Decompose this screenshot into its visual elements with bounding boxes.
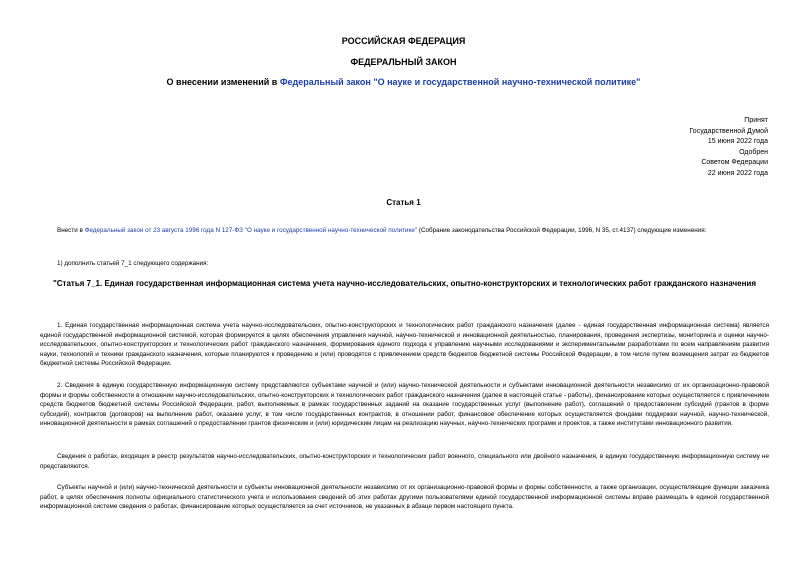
approved-date: 22 июня 2022 года [707, 169, 768, 177]
law-title-prefix: О внесении изменений в [166, 77, 280, 87]
adopted-label: Принят [744, 117, 768, 124]
intro-prefix: Внести в [57, 227, 85, 234]
law-title [0, 77, 807, 87]
intro-suffix: (Собрание законодательства Российской Федерации, 1996, N 35, ст.4137) следующие изменения: [417, 227, 707, 234]
adopted-date: 15 июня 2022 года [707, 138, 768, 146]
intro-law-link[interactable]: Федеральный закон от 23 августа 1996 года N 127-ФЗ "О науке и государственной научно-технической политике" [84, 227, 418, 234]
approved-label: Одобрен [739, 148, 768, 156]
federation-heading: РОССИЙСКАЯ ФЕДЕРАЦИЯ [341, 36, 466, 46]
law-type-heading: ФЕДЕРАЛЬНЫЙ ЗАКОН [350, 57, 457, 67]
adoption-block [689, 116, 768, 180]
paragraph-4: Субъекты научной и (или) научно-технической деятельности и субъекты инновационной деятельности независимо от их организационно-правовой формы и формы собственности, а также организации, осуществляющие функции заказчика работ, в целях обеспечения полноты официального статистического учета и использования сведений об этих работах другими пользователями единой государственной информационной системы вправе размещать в единой государственной информационной системе сведения о работах, финансирование которых осуществляется за счет источников, не указанных в абзаце первом настоящего пункта. [40, 484, 769, 511]
article-intro [40, 226, 769, 236]
adopted-by: Государственной Думой [689, 127, 768, 135]
amendment-item-1: 1) дополнить статьей 7_1 следующего содержания: [57, 260, 209, 267]
new-article-title: "Статья 7_1. Единая государственная информационная система учета научно-исследовательских, опытно-конструкторских и технологических работ гражданского назначения [52, 279, 756, 288]
paragraph-2: 2. Сведения в единую государственную информационную систему представляются субъектами научной и (или) научно-технической деятельности и субъектами инновационной деятельности независимо от их организационно-правовой формы и формы собственности в отношении научно-исследовательских, опытно-конструкторских и технологических работ гражданского назначения (далее в настоящей статье - работы), финансирование которых осуществляется с привлечением средств бюджетов бюджетной системы Российской Федерации, работ, выполняемых в рамках государственных заданий на оказание государственных услуг (выполнение работ), соглашений о предоставлении субсидий (грантов в форме субсидий), контрактов (договоров) на выполнение работ, оказание услуг, в том числе государственных контрактов, в отношении работ, финансовое обеспечение которых осуществляется фондами поддержки научной, научно-технической, инновационной деятельности в рамках соглашений о предоставлении грантов физическим и (или) юридическим лицам на реализацию научных, научно-технических программ и проектов, а также институтами инновационного развития. [40, 382, 769, 428]
paragraph-1: 1. Единая государственная информационная система учета научно-исследовательских, опытно-конструкторских и технологических работ гражданского назначения (далее - единая государственная информационная система) является единой государственной информационной системой, которая формируется в целях обеспечения управления научной, научно-технической и инновационной деятельностью, планирования, проведения экспертизы, мониторинга и оценки научно-исследовательских, опытно-конструкторских и технологических работ гражданского назначения, формирования единого подхода к управлению научными исследованиями и экспериментальными разработками по всем направлениям развития науки, технологий и техники гражданского назначения, которые планируются к проведению и (или) проводятся с привлечением средств бюджетов бюджетной системы Российской Федерации, в том числе путем возмещения затрат из бюджетов бюджетной системы Российской Федерации. [40, 322, 769, 368]
article-heading: Статья 1 [386, 198, 421, 207]
paragraph-3: Сведения о работах, входящих в реестр результатов научно-исследовательских, опытно-конструкторских и технологических работ военного, специального или двойного назначения, в единую государственную информационную систему не представляются. [40, 453, 769, 470]
approved-by: Советом Федерации [701, 159, 768, 167]
law-title-link[interactable]: Федеральный закон "О науке и государственной научно-технической политике" [279, 77, 641, 87]
